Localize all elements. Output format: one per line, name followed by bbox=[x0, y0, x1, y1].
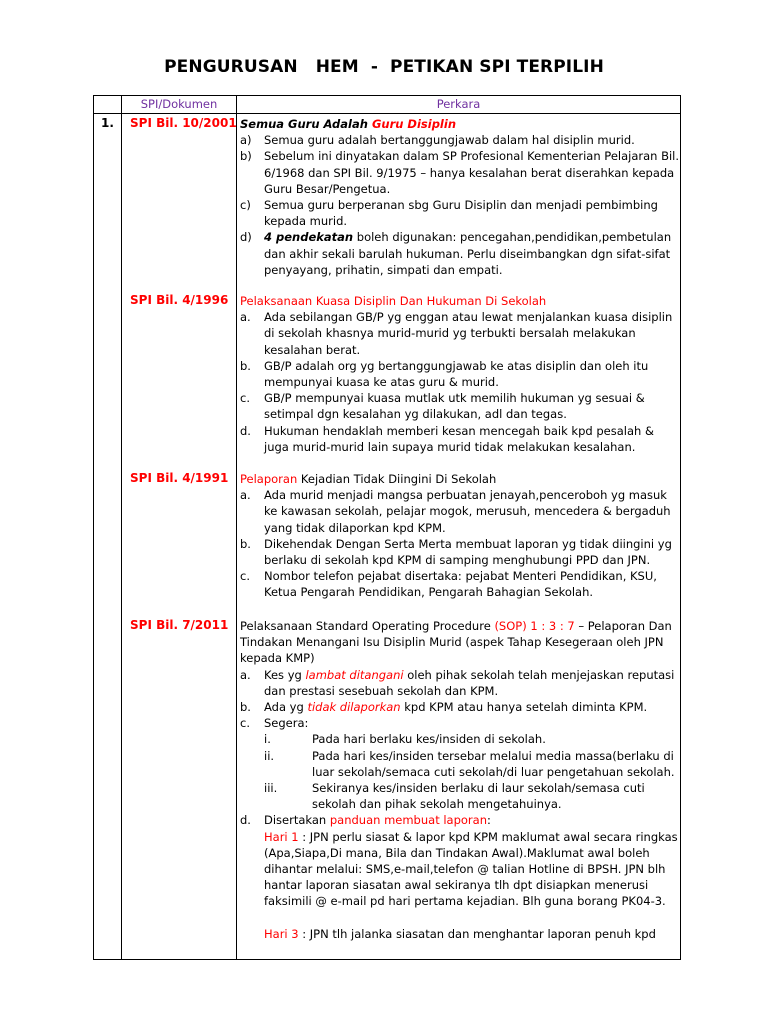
spi-label-4-1996: SPI Bil. 4/1996 bbox=[130, 293, 229, 307]
list-item: b. GB/P adalah org yg bertanggungjawab ke atas disiplin dan oleh itu mempunyai kuasa ke atas guru & murid. bbox=[240, 358, 649, 390]
spi-label-10-2001: SPI Bil. 10/2001 bbox=[130, 116, 237, 130]
section-title: Pelaksanaan Kuasa Disiplin Dan Hukuman Di Sekolah bbox=[240, 294, 547, 308]
section-title: Pelaporan Kejadian Tidak Diingini Di Sekolah bbox=[240, 472, 497, 486]
list-item: d. Disertakan panduan membuat laporan: bbox=[240, 813, 491, 828]
section-intro: Pelaksanaan Standard Operating Procedure (SOP) 1 : 3 : 7 – Pelaporan Dan Tindakan Menangani Isu Disiplin Murid (aspek Tahap Kesegeraan oleh JPN kepada KMP) bbox=[240, 619, 672, 666]
hari-1-block: Hari 1 : JPN perlu siasat & lapor kpd KPM maklumat awal secara ringkas (Apa,Siapa,Di mana, Bila dan Tindakan Awal).Maklumat awal boleh dihantar melalui: SMS,e-mail,telefon @ talian Hotline di BPSH. JPN blh hantar laporan siasatan awal sekiranya tlh dpt disiapkan menerusi faksimili @ e-mail pd hari pertama kejadian. Blh guna borang PK04-3. bbox=[264, 829, 678, 909]
section-sop bbox=[240, 618, 680, 942]
column-divider-2 bbox=[236, 96, 237, 959]
list-item: b. Dikehendak Dengan Serta Merta membuat laporan yg tidak diingini yg berlaku di sekolah kpd KPM di samping menghubungi PPD dan JPN. bbox=[240, 536, 672, 568]
section-guru-disiplin bbox=[240, 116, 680, 278]
page-title: PENGURUSAN HEM - PETIKAN SPI TERPILIH bbox=[164, 57, 604, 77]
sub-list-item: ii. Pada hari kes/insiden tersebar melalui media massa(berlaku di luar sekolah/semaca cuti sekolah/di luar pengetahuan sekolah. bbox=[264, 748, 675, 779]
spi-label-7-2011: SPI Bil. 7/2011 bbox=[130, 618, 229, 632]
list-item: c. GB/P mempunyai kuasa mutlak utk memilih hukuman yg sesuai & setimpal dgn kesalahan yg dilakukan, adl dan tegas. bbox=[240, 391, 645, 422]
row-number: 1. bbox=[101, 116, 114, 130]
list-item: a. Ada murid menjadi mangsa perbuatan jenayah,penceroboh yg masuk ke kawasan sekolah, pelajar mogok, merusuh, mencedera & bergaduh yang tidak dilaporkan kpd KPM. bbox=[240, 488, 671, 535]
hari-3-block: Hari 3 : JPN tlh jalanka siasatan dan menghantar laporan penuh kpd bbox=[264, 926, 656, 941]
list-item: a. Kes yg lambat ditangani oleh pihak sekolah telah menjejaskan reputasi dan prestasi sesebuah sekolah dan KPM. bbox=[240, 667, 675, 698]
section-pelaporan bbox=[240, 471, 680, 601]
header-perkara: Perkara bbox=[436, 97, 481, 111]
section-title: Semua Guru Adalah Guru Disiplin bbox=[240, 117, 457, 131]
list-item: a) Semua guru adalah bertanggungjawab dalam hal disiplin murid. bbox=[240, 133, 635, 148]
spi-label-4-1991: SPI Bil. 4/1991 bbox=[130, 471, 229, 485]
list-item: a. Ada sebilangan GB/P yg enggan atau lewat menjalankan kuasa disiplin di sekolah khasnya murid-murid yg terbukti bersalah melakukan kesalahan berat. bbox=[240, 310, 673, 357]
list-item: d. Hukuman hendaklah memberi kesan mencegah baik kpd pesalah & juga murid-murid lain supaya murid tidak melakukan kesalahan. bbox=[240, 423, 654, 454]
sub-list-item: i. Pada hari berlaku kes/insiden di sekolah. bbox=[264, 732, 546, 747]
list-item: b. Ada yg tidak dilaporkan kpd KPM atau hanya setelah diminta KPM. bbox=[240, 700, 648, 715]
column-divider-1 bbox=[121, 96, 122, 959]
header-spi-dokumen: SPI/Dokumen bbox=[140, 97, 218, 111]
sub-list-item: iii. Sekiranya kes/insiden berlaku di laur sekolah/semasa cuti sekolah dan pihak sekolah mengetahuinya. bbox=[264, 781, 645, 812]
header-divider bbox=[94, 113, 680, 114]
list-item: c. Nombor telefon pejabat disertaka: pejabat Menteri Pendidikan, KSU, Ketua Pengarah Pendidikan, Pengarah Bahagian Sekolah. bbox=[240, 569, 657, 600]
list-item: b) Sebelum ini dinyatakan dalam SP Profesional Kementerian Pelajaran Bil. 6/1968 dan SPI Bil. 9/1975 – hanya kesalahan berat diserahkan kepada Guru Besar/Pengetua. bbox=[240, 149, 680, 196]
section-kuasa-disiplin bbox=[240, 293, 680, 455]
list-item: d) 4 pendekatan boleh digunakan: pencegahan,pendidikan,pembetulan dan akhir sekali barulah hukuman. Perlu diseimbangkan dgn sifat-sifat penyayang, prihatin, simpati dan empati. bbox=[240, 230, 672, 277]
list-item: c) Semua guru berperanan sbg Guru Disiplin dan menjadi pembimbing kepada murid. bbox=[240, 198, 658, 229]
list-item: c. Segera: bbox=[240, 716, 309, 731]
spi-table bbox=[93, 95, 681, 960]
